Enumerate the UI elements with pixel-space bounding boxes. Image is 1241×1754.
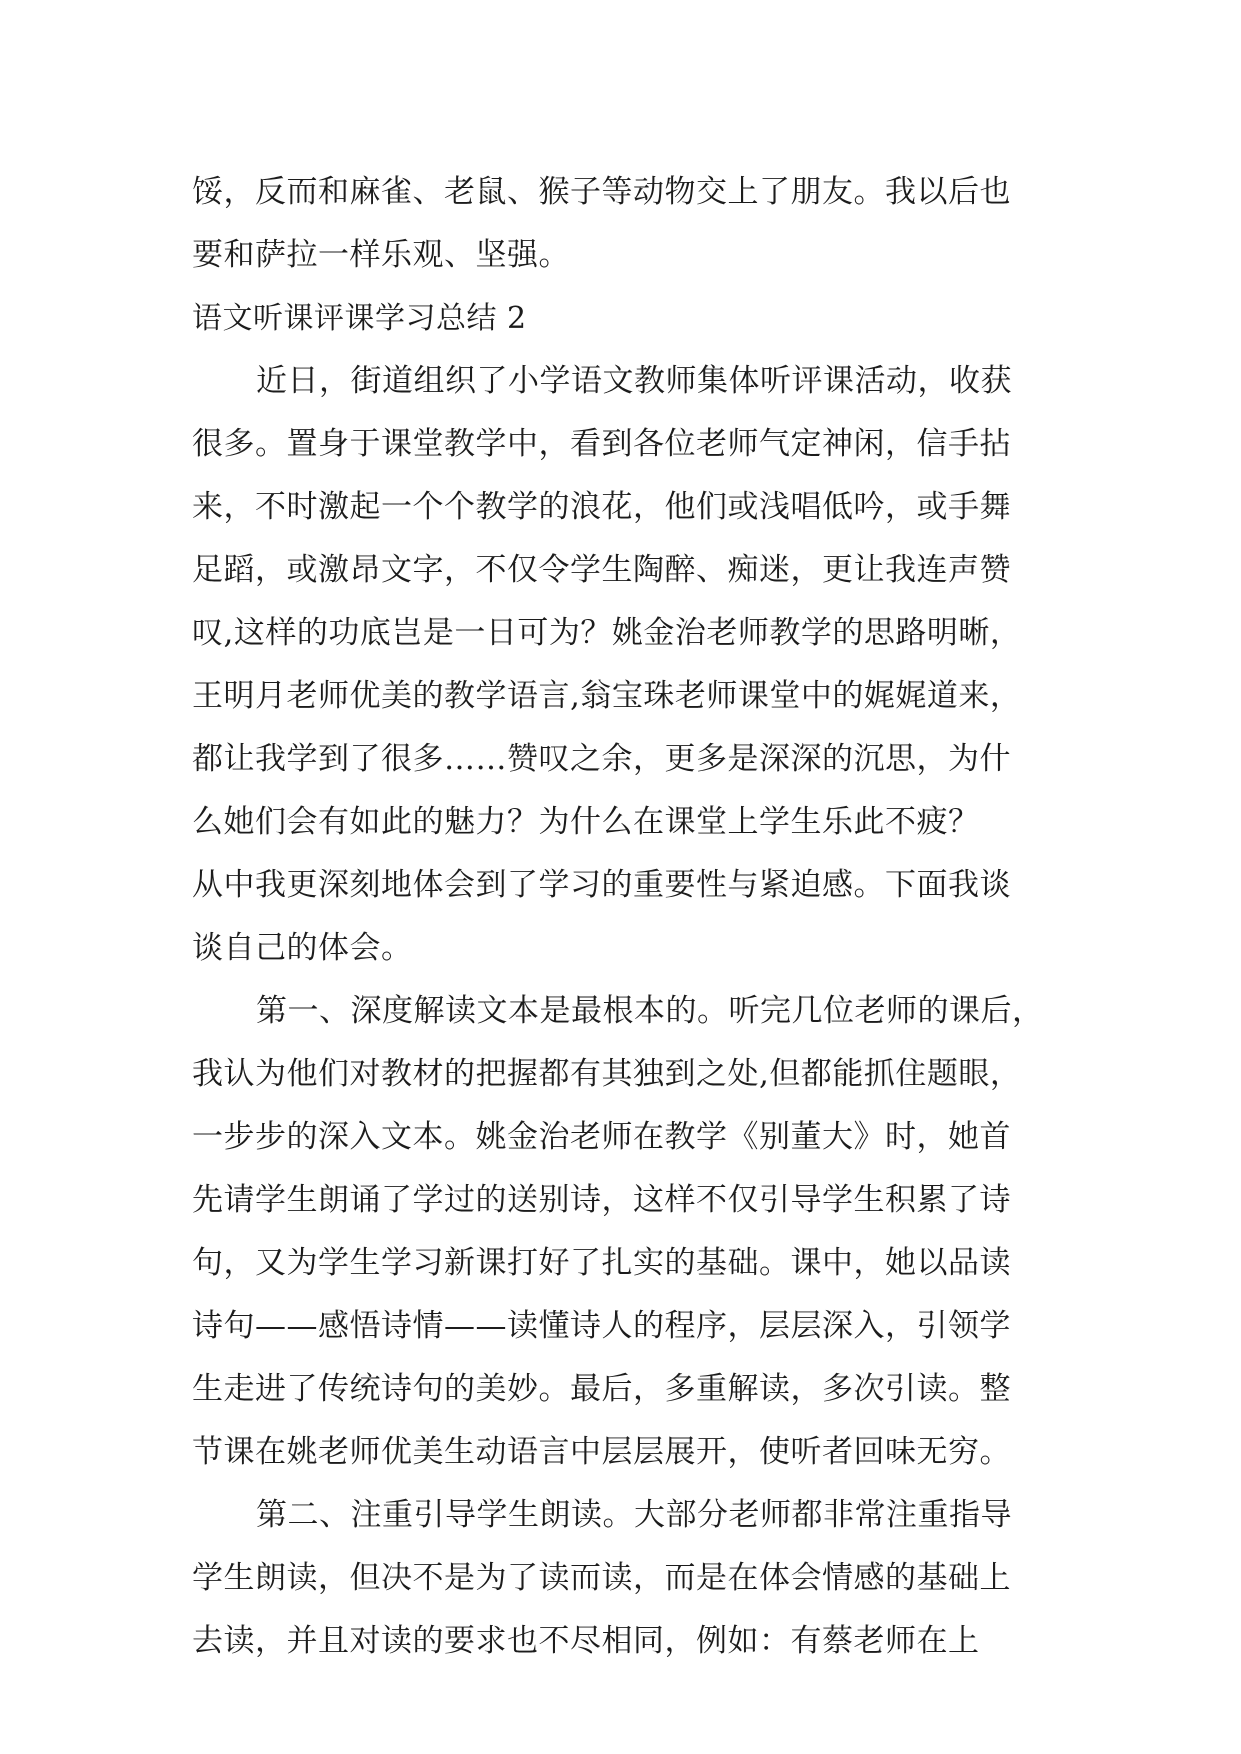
text-line: 诗句——感悟诗情——读懂诗人的程序，层层深入，引领学 bbox=[192, 1308, 1011, 1344]
paragraph-first-line: 近日，街道组织了小学语文教师集体听评课活动，收获 bbox=[256, 363, 1012, 399]
text-line: 从中我更深刻地体会到了学习的重要性与紧迫感。下面我谈 bbox=[192, 867, 1011, 903]
text-line: 都让我学到了很多……赞叹之余，更多是深深的沉思，为什 bbox=[192, 741, 1011, 777]
text-line: 很多。置身于课堂教学中，看到各位老师气定神闲，信手拈 bbox=[192, 426, 1011, 462]
text-line: 我认为他们对教材的把握都有其独到之处,但都能抓住题眼， bbox=[192, 1056, 1022, 1092]
text-line: 生走进了传统诗句的美妙。最后，多重解读，多次引读。整 bbox=[192, 1371, 1011, 1407]
text-line: 馁，反而和麻雀、老鼠、猴子等动物交上了朋友。我以后也 bbox=[192, 174, 1011, 210]
section-heading: 语文听课评课学习总结 2 bbox=[192, 301, 527, 336]
text-line: 足蹈，或激昂文字，不仅令学生陶醉、痴迷，更让我连声赞 bbox=[192, 552, 1011, 588]
text-line: 么她们会有如此的魅力？为什么在课堂上学生乐此不疲？ bbox=[192, 804, 980, 840]
text-line: 先请学生朗诵了学过的送别诗，这样不仅引导学生积累了诗 bbox=[192, 1182, 1011, 1218]
text-line: 节课在姚老师优美生动语言中层层展开，使听者回味无穷。 bbox=[192, 1434, 1011, 1470]
text-line: 要和萨拉一样乐观、坚强。 bbox=[192, 237, 570, 273]
text-line: 句，又为学生学习新课打好了扎实的基础。课中，她以品读 bbox=[192, 1245, 1011, 1281]
text-line: 叹,这样的功底岂是一日可为？姚金治老师教学的思路明晰， bbox=[192, 615, 1022, 651]
text-line: 一步步的深入文本。姚金治老师在教学《别董大》时，她首 bbox=[192, 1119, 1011, 1155]
paragraph-first-line: 第一、深度解读文本是最根本的。听完几位老师的课后， bbox=[256, 993, 1044, 1029]
paragraph-first-line: 第二、注重引导学生朗读。大部分老师都非常注重指导 bbox=[256, 1497, 1012, 1533]
document-body bbox=[192, 161, 1052, 1673]
text-line: 去读，并且对读的要求也不尽相同，例如：有蔡老师在上 bbox=[192, 1623, 980, 1659]
text-line: 学生朗读，但决不是为了读而读，而是在体会情感的基础上 bbox=[192, 1560, 1011, 1596]
text-line: 谈自己的体会。 bbox=[192, 930, 413, 966]
text-line: 来，不时激起一个个教学的浪花，他们或浅唱低吟，或手舞 bbox=[192, 489, 1011, 525]
text-line: 王明月老师优美的教学语言,翁宝珠老师课堂中的娓娓道来， bbox=[192, 678, 1022, 714]
